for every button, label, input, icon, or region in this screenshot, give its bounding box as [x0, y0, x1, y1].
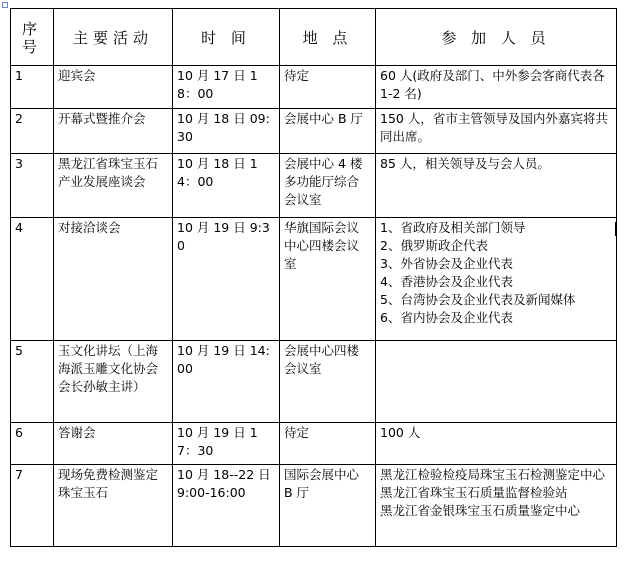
attendee-line: 2、俄罗斯政企代表	[380, 238, 488, 253]
row-place: 待定	[280, 66, 376, 109]
row-attendees	[376, 341, 617, 423]
row-activity: 答谢会	[54, 423, 173, 465]
row-activity: 黑龙江省珠宝玉石产业发展座谈会	[54, 154, 173, 218]
header-index: 序号	[11, 9, 54, 66]
table-row	[11, 423, 617, 465]
header-place: 地 点	[280, 9, 376, 66]
row-time: 10 月 19 日 14:00	[173, 341, 280, 423]
row-index: 1	[11, 66, 54, 109]
row-index: 4	[11, 218, 54, 341]
row-place: 会展中心四楼会议室	[280, 341, 376, 423]
row-time: 10 月 17 日 18：00	[173, 66, 280, 109]
attendee-line: 6、省内协会及企业代表	[380, 310, 513, 325]
header-time: 时 间	[173, 9, 280, 66]
table-row	[11, 465, 617, 547]
schedule-table	[10, 8, 617, 547]
row-activity: 迎宾会	[54, 66, 173, 109]
row-attendees: 100 人	[376, 423, 617, 465]
row-attendees-list	[376, 218, 617, 341]
row-time: 10 月 19 日 17：30	[173, 423, 280, 465]
row-time: 10 月 18 日 14：00	[173, 154, 280, 218]
attendee-line: 3、外省协会及企业代表	[380, 256, 513, 271]
row-attendees: 85 人，相关领导及与会人员。	[376, 154, 617, 218]
row-index: 2	[11, 109, 54, 154]
attendee-line: 黑龙江省珠宝玉石质量监督检验站	[380, 485, 568, 500]
row-activity: 玉文化讲坛（上海海派玉雕文化协会会长孙敏主讲）	[54, 341, 173, 423]
table-row	[11, 218, 617, 341]
header-attendees: 参 加 人 员	[376, 9, 617, 66]
attendee-line: 黑龙江省金银珠宝玉石质量鉴定中心	[380, 503, 581, 518]
row-index: 6	[11, 423, 54, 465]
row-attendees-list	[376, 465, 617, 547]
row-index: 3	[11, 154, 54, 218]
attendee-line: 4、香港协会及企业代表	[380, 274, 513, 289]
row-index: 7	[11, 465, 54, 547]
table-edge-mark	[615, 222, 617, 236]
row-activity: 现场免费检测鉴定珠宝玉石	[54, 465, 173, 547]
attendee-line: 黑龙江检验检疫局珠宝玉石检测鉴定中心	[380, 467, 606, 482]
row-activity: 开幕式暨推介会	[54, 109, 173, 154]
row-activity: 对接洽谈会	[54, 218, 173, 341]
row-place: 会展中心 B 厅	[280, 109, 376, 154]
attendee-line: 5、台湾协会及企业代表及新闻媒体	[380, 292, 576, 307]
anchor-marker-icon	[2, 2, 8, 8]
row-place: 待定	[280, 423, 376, 465]
header-activity: 主要活动	[54, 9, 173, 66]
table-row	[11, 154, 617, 218]
row-place: 会展中心 4 楼多功能厅综合会议室	[280, 154, 376, 218]
table-header-row	[11, 9, 617, 66]
row-index: 5	[11, 341, 54, 423]
row-place: 华旗国际会议中心四楼会议室	[280, 218, 376, 341]
row-place: 国际会展中心 B 厅	[280, 465, 376, 547]
table-row	[11, 66, 617, 109]
row-time: 10 月 19 日 9:30	[173, 218, 280, 341]
row-time: 10 月 18 日 09:30	[173, 109, 280, 154]
row-time: 10 月 18--22 日 9:00-16:00	[173, 465, 280, 547]
table-row	[11, 341, 617, 423]
row-attendees: 60 人(政府及部门、中外参会客商代表各 1-2 名)	[376, 66, 617, 109]
table-row	[11, 109, 617, 154]
row-attendees: 150 人，省市主管领导及国内外嘉宾将共同出席。	[376, 109, 617, 154]
attendee-line: 1、省政府及相关部门领导	[380, 220, 526, 235]
